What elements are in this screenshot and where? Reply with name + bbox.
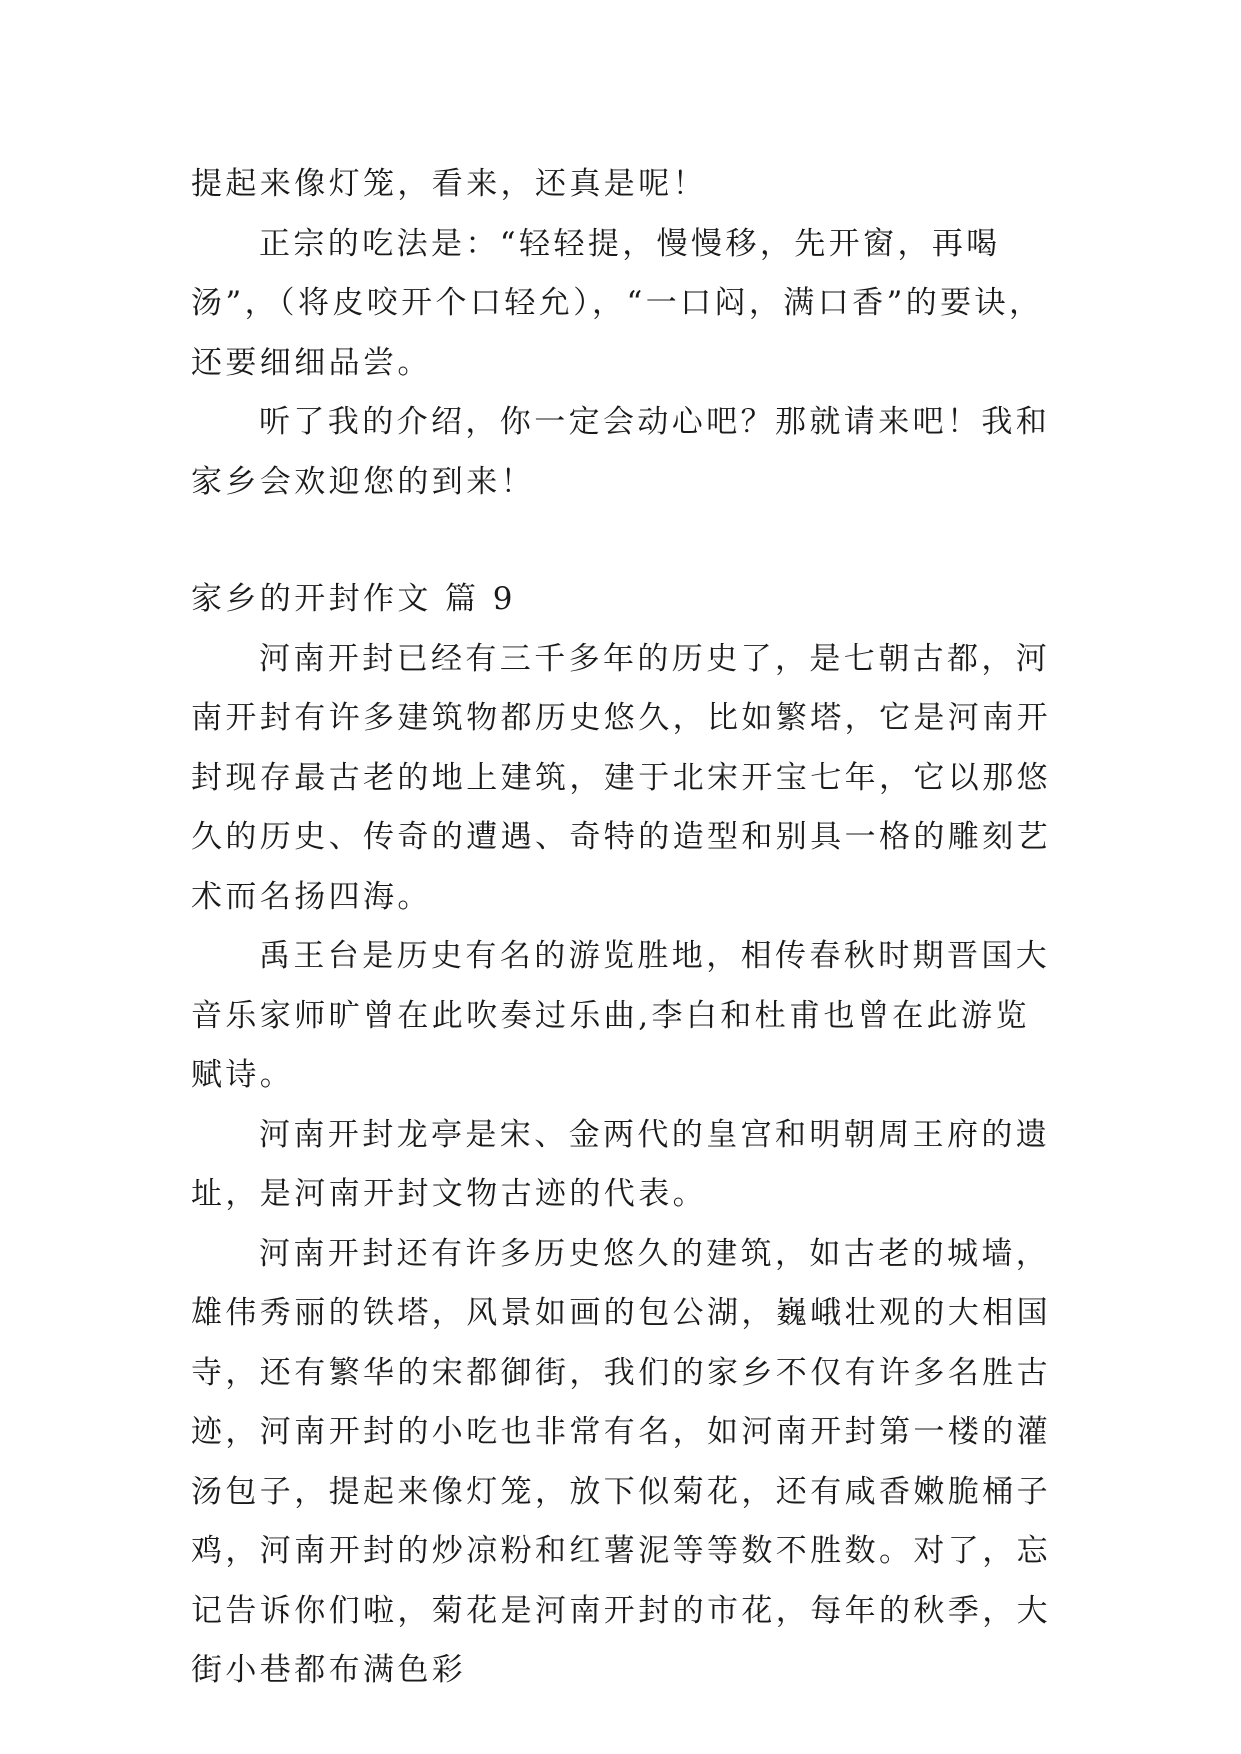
paragraph: 听了我的介绍，你一定会动心吧？那就请来吧！我和家乡会欢迎您的到来！ xyxy=(191,404,1051,500)
document-body xyxy=(191,155,1051,1701)
paragraph: 提起来像灯笼，看来，还真是呢！ xyxy=(191,166,707,202)
paragraph: 河南开封还有许多历史悠久的建筑，如古老的城墙，雄伟秀丽的铁塔，风景如画的包公湖，巍峨壮观的大相国寺，还有繁华的宋都御街，我们的家乡不仅有许多名胜古迹，河南开封的小吃也非常有名，如河南开封第一楼的灌汤包子，提起来像灯笼，放下似菊花，还有咸香嫩脆桶子鸡，河南开封的炒凉粉和红薯泥等等数不胜数。对了，忘记告诉你们啦，菊花是河南开封的市花，每年的秋季，大街小巷都布满色彩 xyxy=(191,1235,1051,1688)
section-spacer xyxy=(191,512,1051,570)
paragraph: 河南开封龙亭是宋、金两代的皇宫和明朝周王府的遗址，是河南开封文物古迹的代表。 xyxy=(191,1116,1051,1212)
paragraph: 禹王台是历史有名的游览胜地，相传春秋时期晋国大音乐家师旷曾在此吹奏过乐曲,李白和杜甫也曾在此游览赋诗。 xyxy=(191,938,1051,1093)
paragraph: 河南开封已经有三千多年的历史了，是七朝古都，河南开封有许多建筑物都历史悠久，比如繁塔，它是河南开封现存最古老的地上建筑，建于北宋开宝七年，它以那悠久的历史、传奇的遭遇、奇特的造型和别具一格的雕刻艺术而名扬四海。 xyxy=(191,640,1051,915)
section-title: 家乡的开封作文 篇 9 xyxy=(191,581,516,617)
paragraph: 正宗的吃法是：“轻轻提，慢慢移，先开窗，再喝汤”，（将皮咬开个口轻允），“一口闷，满口香”的要诀，还要细细品尝。 xyxy=(191,225,1044,381)
